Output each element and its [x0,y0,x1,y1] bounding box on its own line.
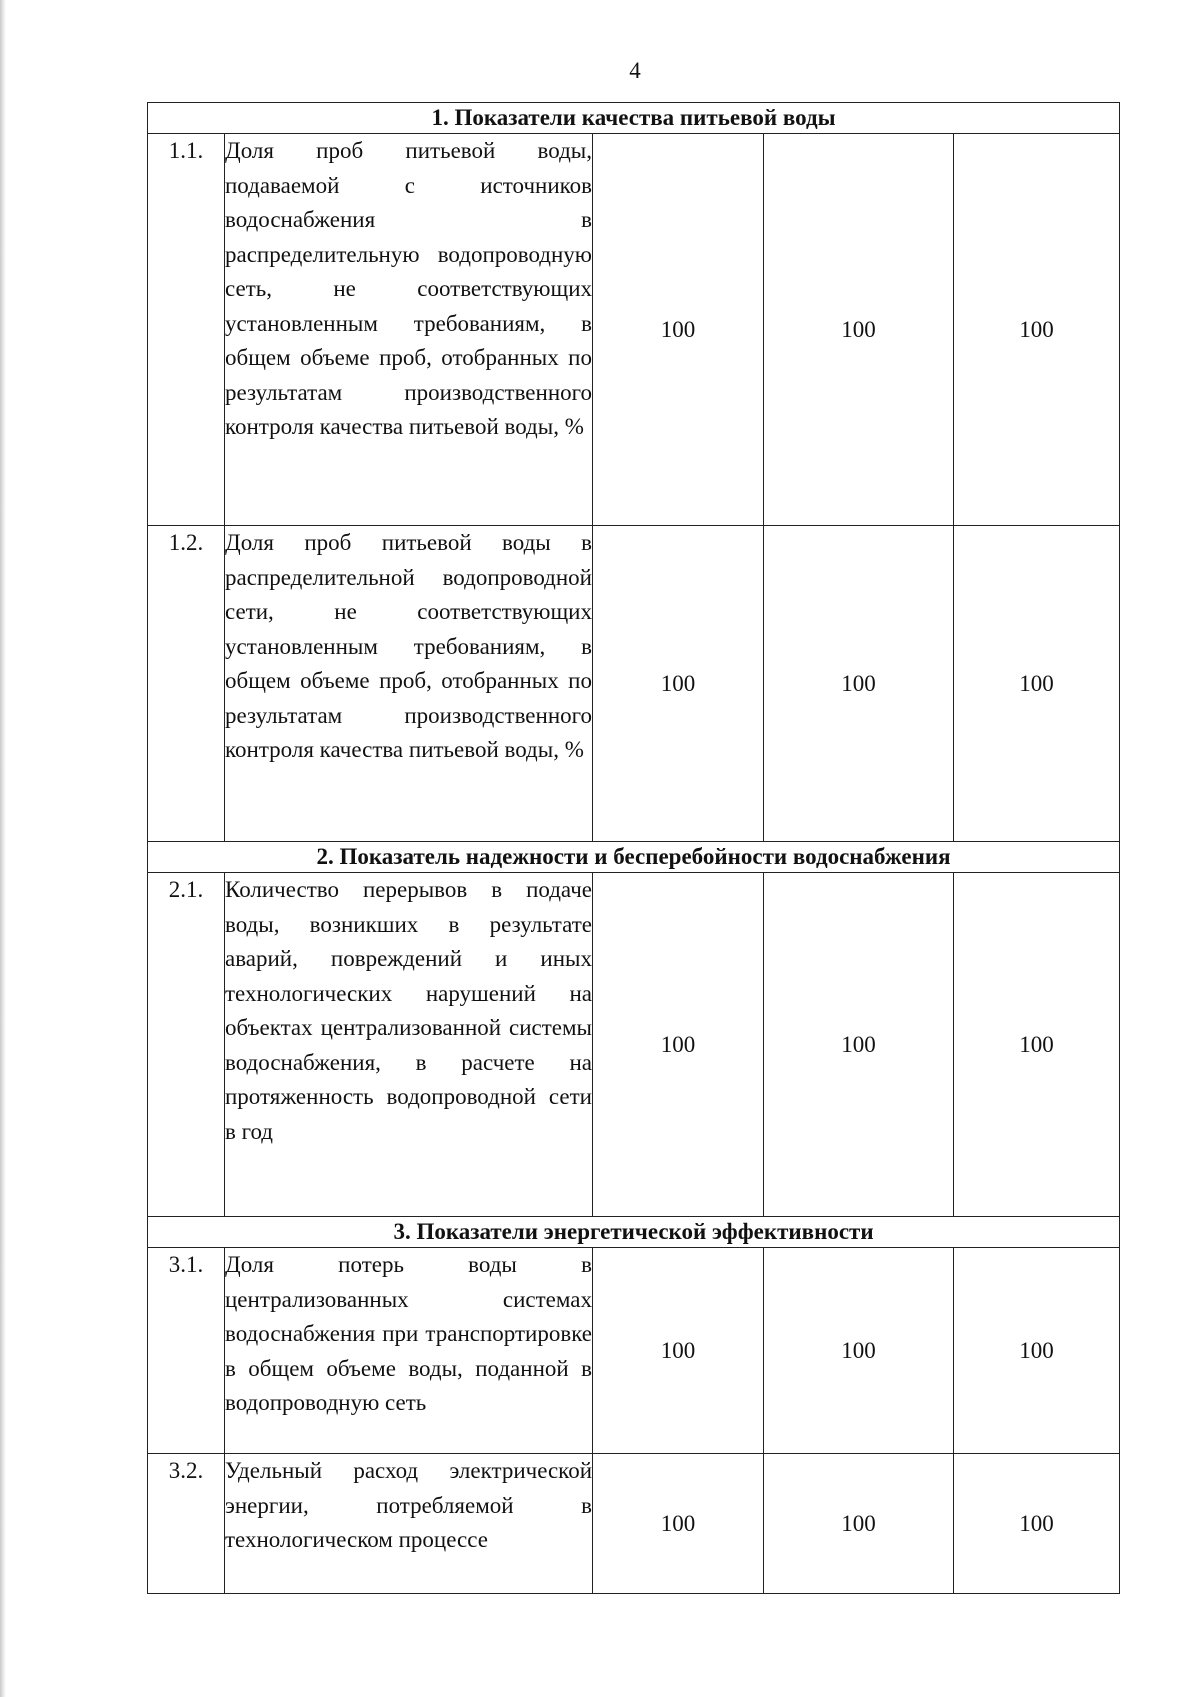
section-header-row [148,842,1120,873]
table-row [148,134,1120,526]
indicator-description: Доля потерь воды в централизованных системах водоснабжения при транспортировке в общем объеме воды, поданной в водопроводную сеть [225,1248,593,1454]
value-cell: 100 [593,1248,764,1454]
value-cell: 100 [954,873,1120,1217]
section-header-row [148,103,1120,134]
indicator-description: Доля проб питьевой воды в распределительной водопроводной сети, не соответствующих установленным требованиям, в общем объеме проб, отобранных по результатам производственного контроля качества питьевой воды, % [225,526,593,842]
value-cell: 100 [593,134,764,526]
indicator-description: Доля проб питьевой воды, подаваемой с источников водоснабжения в распределительную водопроводную сеть, не соответствующих установленным требованиям, в общем объеме проб, отобранных по результатам производственного контроля качества питьевой воды, % [225,134,593,526]
row-number: 2.1. [148,873,225,1217]
value-cell: 100 [764,134,954,526]
value-cell: 100 [593,1454,764,1594]
row-number: 1.1. [148,134,225,526]
section-title: 1. Показатели качества питьевой воды [148,103,1120,134]
value-cell: 100 [954,526,1120,842]
section-title: 2. Показатель надежности и бесперебойности водоснабжения [148,842,1120,873]
table-row [148,873,1120,1217]
value-cell: 100 [764,526,954,842]
indicator-description: Количество перерывов в подаче воды, возникших в результате аварий, повреждений и иных технологических нарушений на объектах централизованной системы водоснабжения, в расчете на протяженность водопроводной сети в год [225,873,593,1217]
table-row [148,1248,1120,1454]
indicators-table [147,102,1120,1594]
table-row [148,526,1120,842]
table-row [148,1454,1120,1594]
scan-edge-shadow [0,0,6,1697]
indicator-description: Удельный расход электрической энергии, потребляемой в технологическом процессе [225,1454,593,1594]
page-number: 4 [629,58,641,83]
value-cell: 100 [593,873,764,1217]
value-cell: 100 [954,1248,1120,1454]
row-number: 3.2. [148,1454,225,1594]
value-cell: 100 [764,1454,954,1594]
value-cell: 100 [764,873,954,1217]
value-cell: 100 [764,1248,954,1454]
section-header-row [148,1217,1120,1248]
row-number: 1.2. [148,526,225,842]
value-cell: 100 [954,134,1120,526]
value-cell: 100 [954,1454,1120,1594]
row-number: 3.1. [148,1248,225,1454]
value-cell: 100 [593,526,764,842]
section-title: 3. Показатели энергетической эффективности [148,1217,1120,1248]
